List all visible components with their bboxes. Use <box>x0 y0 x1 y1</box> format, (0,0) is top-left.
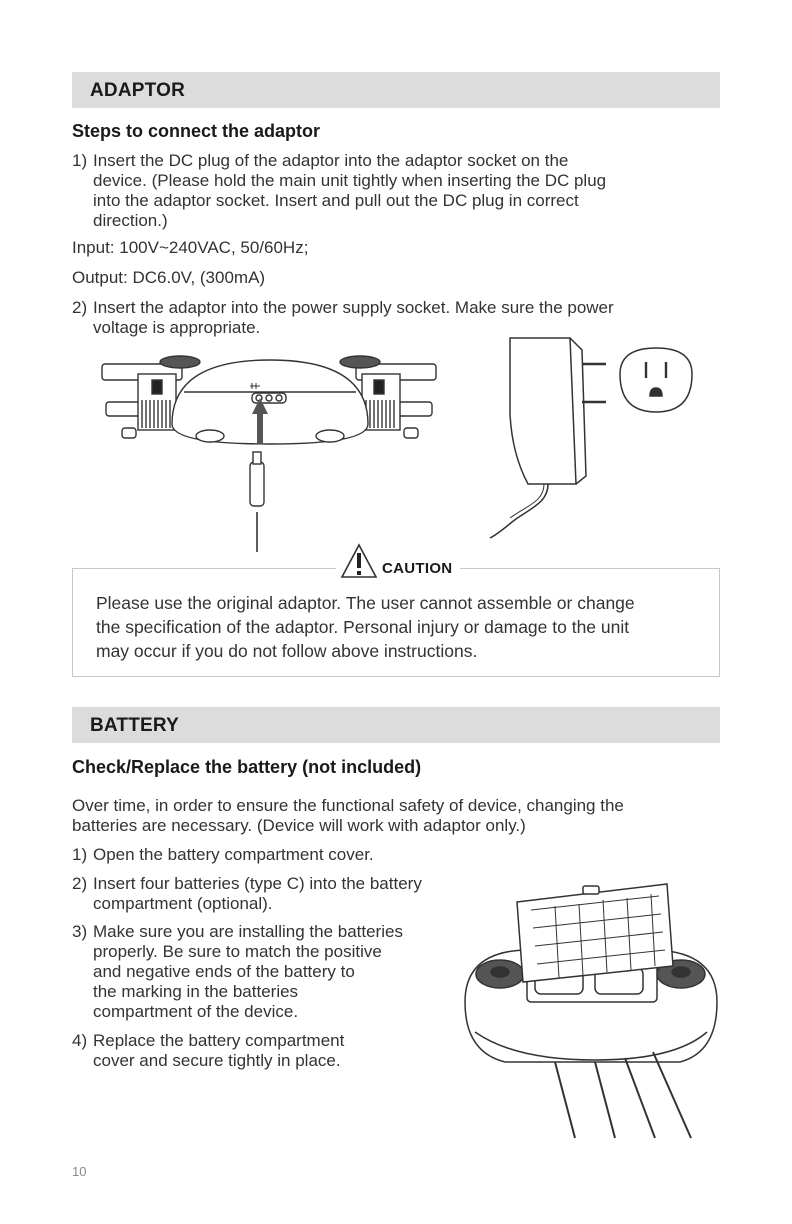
wall-adaptor-outlet-illustration <box>488 334 712 544</box>
adaptor-output-spec: Output: DC6.0V, (300mA) <box>72 268 266 287</box>
caution-label-text: CAUTION <box>382 559 453 577</box>
device-adaptor-socket-illustration <box>100 352 440 557</box>
battery-compartment-illustration <box>455 882 725 1140</box>
caution-box <box>72 568 720 677</box>
warning-icon <box>340 543 378 579</box>
step-line: Open the battery compartment cover. <box>93 845 374 864</box>
battery-step-3 <box>72 922 472 1022</box>
adaptor-section-header <box>72 72 720 108</box>
step-line: Insert the DC plug of the adaptor into the adaptor socket on the <box>93 151 569 170</box>
step-number: 4) <box>72 1031 88 1050</box>
battery-step-4 <box>72 1031 472 1071</box>
battery-intro <box>72 796 722 836</box>
step-line: Insert four batteries (type C) into the battery <box>93 874 422 893</box>
step-line: voltage is appropriate. <box>93 318 261 337</box>
battery-heading: BATTERY <box>90 715 180 736</box>
battery-step-1 <box>72 845 492 865</box>
battery-subheading: Check/Replace the battery (not included) <box>72 757 422 777</box>
adaptor-input-spec: Input: 100V~240VAC, 50/60Hz; <box>72 238 309 257</box>
step-number: 3) <box>72 922 88 941</box>
step-line: direction.) <box>93 211 168 230</box>
step-line: the marking in the batteries <box>93 982 299 1001</box>
step-line: Replace the battery compartment <box>93 1031 345 1050</box>
caution-text <box>96 591 706 663</box>
caution-line: the specification of the adaptor. Personal injury or damage to the unit <box>96 617 630 637</box>
adaptor-heading: ADAPTOR <box>90 80 185 101</box>
step-line: Insert the adaptor into the power supply socket. Make sure the power <box>93 298 614 317</box>
step-line: device. (Please hold the main unit tightly when inserting the DC plug <box>93 171 607 190</box>
step-line: cover and secure tightly in place. <box>93 1051 341 1070</box>
battery-step-2 <box>72 874 492 914</box>
caution-label <box>336 541 460 581</box>
step-line: and negative ends of the battery to <box>93 962 355 981</box>
step-line: compartment (optional). <box>93 894 273 913</box>
battery-section-header <box>72 707 720 743</box>
step-number: 1) <box>72 845 88 864</box>
caution-line: Please use the original adaptor. The user cannot assemble or change <box>96 593 635 613</box>
intro-line: Over time, in order to ensure the functional safety of device, changing the <box>72 796 624 815</box>
step-number: 2) <box>72 874 88 893</box>
adaptor-subheading: Steps to connect the adaptor <box>72 121 321 141</box>
intro-line: batteries are necessary. (Device will work with adaptor only.) <box>72 816 526 835</box>
page-number: 10 <box>72 1164 87 1179</box>
step-line: compartment of the device. <box>93 1002 299 1021</box>
adaptor-step-1 <box>72 151 712 231</box>
caution-line: may occur if you do not follow above instructions. <box>96 641 478 661</box>
step-number: 2) <box>72 298 88 317</box>
step-line: Make sure you are installing the batteries <box>93 922 403 941</box>
adaptor-step-2 <box>72 298 712 338</box>
step-line: properly. Be sure to match the positive <box>93 942 382 961</box>
step-number: 1) <box>72 151 88 170</box>
step-line: into the adaptor socket. Insert and pull out the DC plug in correct <box>93 191 579 210</box>
